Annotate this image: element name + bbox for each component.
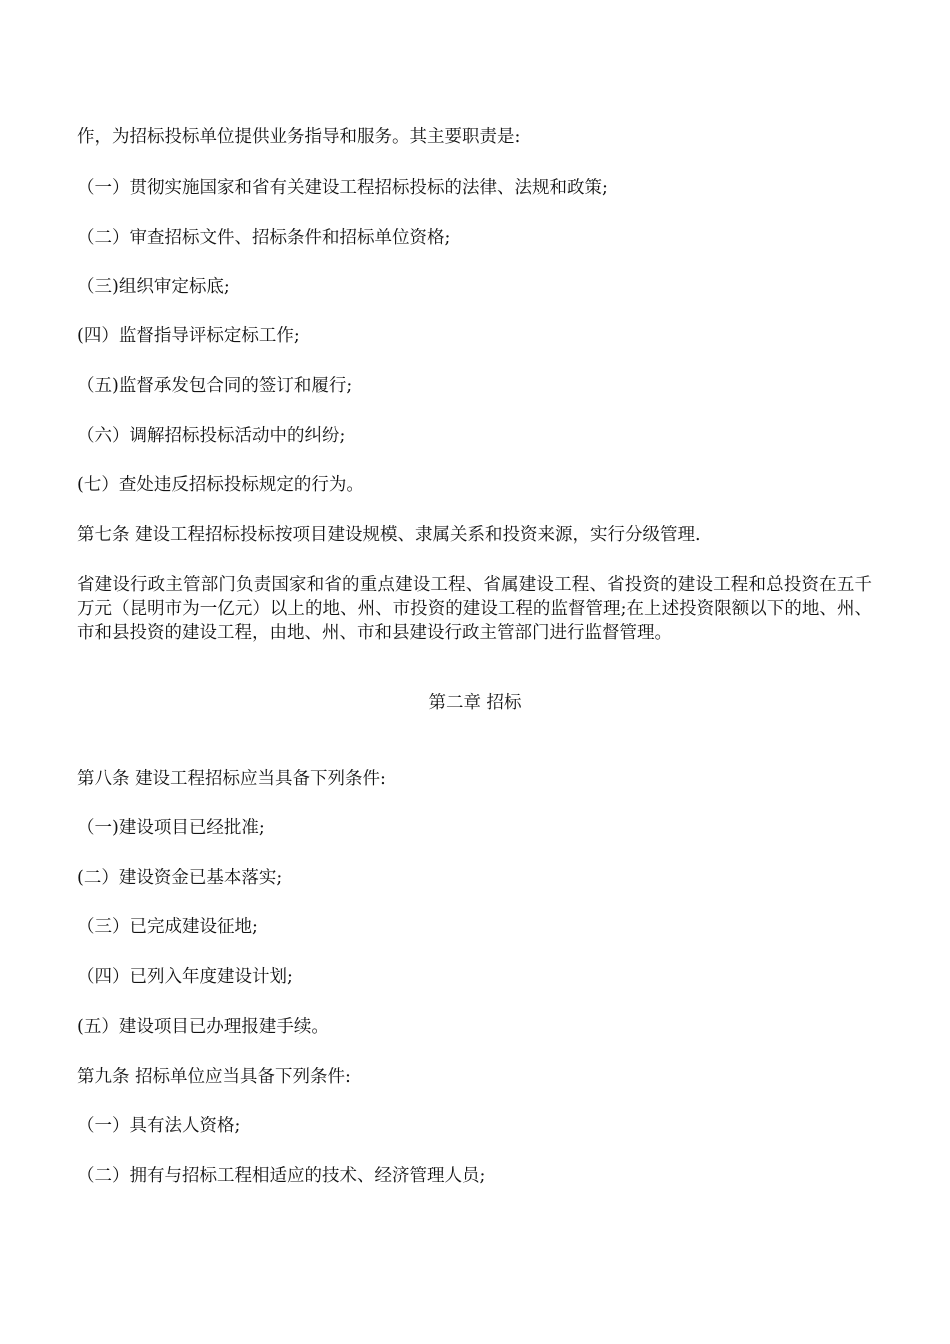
duty-item-5: （五)监督承发包合同的签订和履行; <box>77 376 353 396</box>
chapter-heading: 第二章 招标 <box>428 693 522 713</box>
article-9-item-2: （二）拥有与招标工程相适应的技术、经济管理人员; <box>77 1166 486 1186</box>
article-9: 第九条 招标单位应当具备下列条件: <box>77 1067 351 1087</box>
text-line-continuation: 作，为招标投标单位提供业务指导和服务。其主要职责是: <box>77 127 521 147</box>
duty-item-3: （三)组织审定标底; <box>77 277 230 297</box>
article-7-detail-paragraph: 省建设行政主管部门负责国家和省的重点建设工程、省属建设工程、省投资的建设工程和总投资在五千万元（昆明市为一亿元）以上的地、州、市投资的建设工程的监督管理;在上述投资限额以下的地、州、市和县投资的建设工程，由地、州、市和县建设行政主管部门进行监督管理。 <box>77 575 872 643</box>
duty-item-4: (四）监督指导评标定标工作; <box>77 326 300 346</box>
article-7: 第七条 建设工程招标投标按项目建设规模、隶属关系和投资来源，实行分级管理. <box>77 525 701 545</box>
article-8-item-2: (二）建设资金已基本落实; <box>77 868 283 888</box>
duty-item-7: (七）查处违反招标投标规定的行为。 <box>77 475 364 495</box>
article-8-item-3: （三）已完成建设征地; <box>77 917 258 937</box>
article-8-item-4: （四）已列入年度建设计划; <box>77 967 293 987</box>
article-8: 第八条 建设工程招标应当具备下列条件: <box>77 769 386 789</box>
duty-item-6: （六）调解招标投标活动中的纠纷; <box>77 426 346 446</box>
duty-item-1: （一）贯彻实施国家和省有关建设工程招标投标的法律、法规和政策; <box>77 178 608 198</box>
article-8-item-1: （一)建设项目已经批准; <box>77 818 265 838</box>
article-8-item-5: (五）建设项目已办理报建手续。 <box>77 1017 329 1037</box>
duty-item-2: （二）审查招标文件、招标条件和招标单位资格; <box>77 228 451 248</box>
article-9-item-1: （一）具有法人资格; <box>77 1116 241 1136</box>
